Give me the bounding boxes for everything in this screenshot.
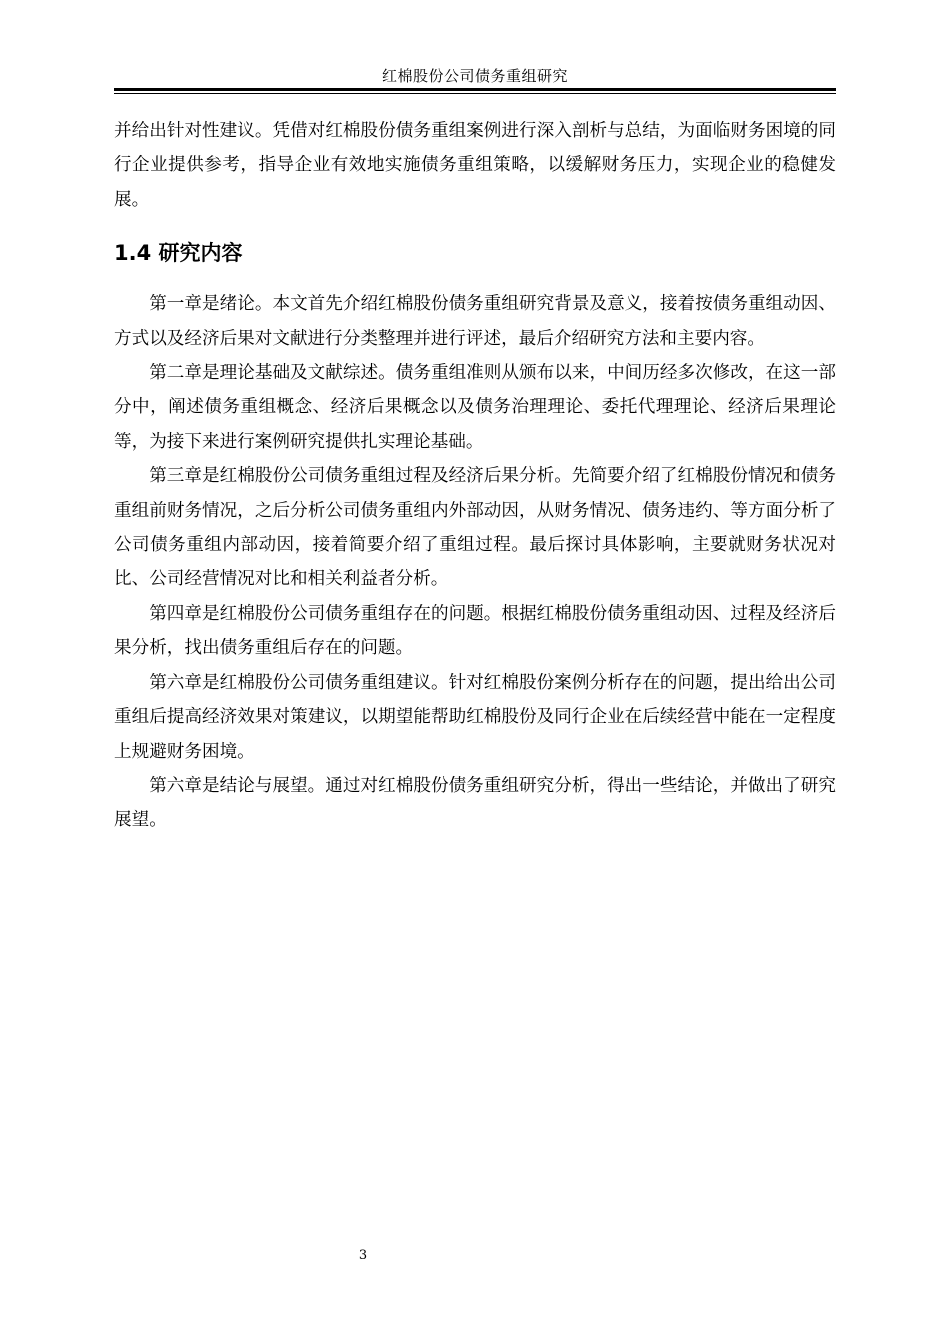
running-header-title: 红棉股份公司债务重组研究 (381, 67, 568, 85)
chapter-4-paragraph: 第四章是红棉股份公司债务重组存在的问题。根据红棉股份债务重组动因、过程及经济后果分析，找出债务重组后存在的问题。 (114, 603, 836, 659)
page-number: 3 (358, 1248, 368, 1263)
chapter-1-paragraph: 第一章是绪论。本文首先介绍红棉股份债务重组研究背景及意义，接着按债务重组动因、方式以及经济后果对文献进行分类整理并进行评述，最后介绍研究方法和主要内容。 (114, 294, 836, 349)
chapter-6-paragraph: 第六章是结论与展望。通过对红棉股份债务重组研究分析，得出一些结论，并做出了研究展望。 (114, 775, 836, 831)
chapter-3-paragraph: 第三章是红棉股份公司债务重组过程及经济后果分析。先简要介绍了红棉股份情况和债务重组前财务情况，之后分析公司债务重组内外部动因，从财务情况、债务违约、等方面分析了公司债务重组内部动因，接着简要介绍了重组过程。最后探讨具体影响，主要就财务状况对比、公司经营情况对比和相关利益者分析。 (114, 466, 836, 590)
chapter-5-paragraph: 第六章是红棉股份公司债务重组建议。针对红棉股份案例分析存在的问题，提出给出公司重组后提高经济效果对策建议，以期望能帮助红棉股份及同行企业在后续经营中能在一定程度上规避财务困境。 (114, 672, 836, 762)
header-rule-thick (114, 88, 836, 91)
body-text (114, 114, 836, 838)
section-heading: 1.4 研究内容 (114, 241, 243, 266)
header-rule-thin (114, 93, 836, 94)
intro-paragraph: 并给出针对性建议。凭借对红棉股份债务重组案例进行深入剖析与总结，为面临财务困境的同行企业提供参考，指导企业有效地实施债务重组策略，以缓解财务压力，实现企业的稳健发展。 (114, 121, 836, 210)
chapter-2-paragraph: 第二章是理论基础及文献综述。债务重组准则从颁布以来，中间历经多次修改，在这一部分中，阐述债务重组概念、经济后果概念以及债务治理理论、委托代理理论、经济后果理论等，为接下来进行案例研究提供扎实理论基础。 (114, 363, 836, 452)
